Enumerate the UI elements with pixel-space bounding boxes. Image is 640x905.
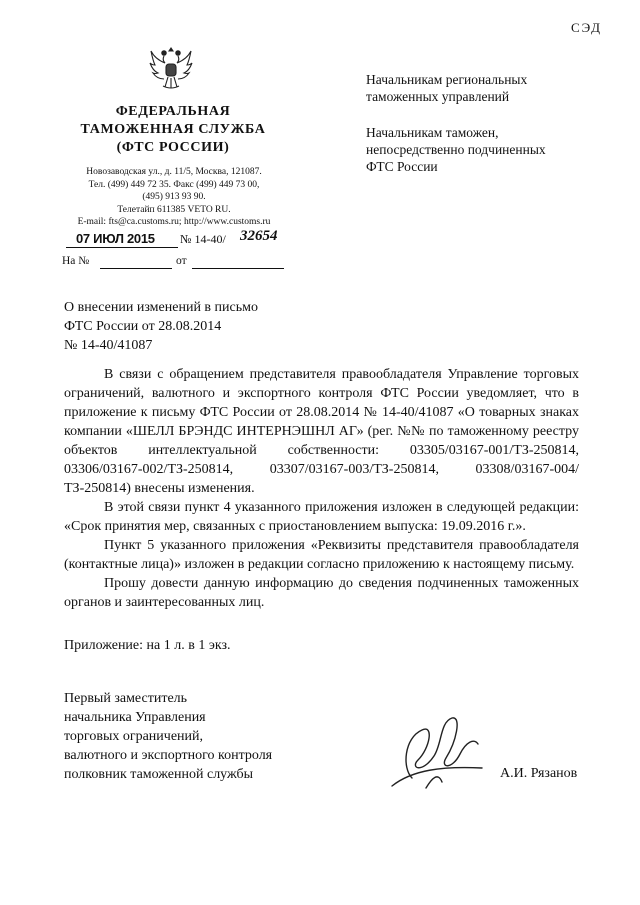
addressee-block-1 — [366, 71, 606, 105]
subject-line: ФТС России от 28.08.2014 — [64, 319, 222, 334]
letter-subject — [64, 298, 258, 355]
addressee-line: ФТС России — [366, 159, 438, 174]
sender-organization — [60, 103, 286, 157]
position-line: начальника Управления — [64, 710, 206, 725]
registration-number-handwritten: 32654 — [240, 228, 278, 244]
registration-number-label: № 14-40/ — [180, 232, 226, 246]
attachment-note: Приложение: на 1 л. в 1 экз. — [64, 638, 231, 653]
contact-email: E-mail: fts@ca.customs.ru; http://www.customs.ru — [77, 217, 271, 227]
org-line: ФЕДЕРАЛЬНАЯ — [115, 104, 231, 119]
reference-from-label: от — [176, 255, 187, 267]
reference-line — [62, 255, 302, 267]
letter-body — [64, 365, 579, 612]
subject-line: О внесении изменений в письмо — [64, 300, 258, 315]
subject-line: № 14-40/41087 — [64, 338, 153, 353]
double-headed-eagle-emblem-icon — [149, 44, 193, 92]
date-underline — [66, 247, 178, 248]
addressee-line: таможенных управлений — [366, 89, 510, 104]
body-paragraph: В связи с обращением представителя правообладателя Управление торговых ограничений, валютного и экспортного контроля ФТС России уведомляет, что в приложение к письму ФТС России от 28.08.2014 № 14-40/41087 «О товарных знаках компании «ШЕЛЛ БРЭНДС ИНТЕРНЭШНЛ АГ» (рег. №№ по таможенному реестру объектов интеллектуальной собственности: 03305/03167-001/ТЗ-250814, 03306/03167-002/ТЗ-250814, 03307/03167-003/ТЗ-250814, 03308/03167-004/ТЗ-250814) внесены изменения. — [64, 367, 579, 496]
contact-teletype: Телетайп 611385 VETO RU. — [117, 204, 231, 215]
org-line: (ФТС РОССИИ) — [116, 140, 230, 155]
signatory-name: А.И. Рязанов — [500, 766, 578, 781]
registration-date-stamp: 07 ИЮЛ 2015 — [76, 231, 155, 246]
registration-line — [62, 228, 302, 249]
reference-number-label: На № — [62, 255, 90, 267]
contact-phone-2: (495) 913 93 90. — [142, 192, 206, 202]
position-line: торговых ограничений, — [64, 729, 204, 744]
handwritten-signature — [382, 708, 486, 798]
sed-mark: СЭД — [570, 20, 602, 35]
position-line: полковник таможенной службы — [64, 767, 254, 782]
body-paragraph: В этой связи пункт 4 указанного приложения изложен в следующей редакции: «Срок принятия мер, связанных с приостановлением выпуска: 19.09.2016 г.». — [64, 500, 579, 534]
body-paragraph: Прошу довести данную информацию до сведения подчиненных таможенных органов и заинтересованных лиц. — [64, 576, 579, 610]
signatory-position — [64, 689, 272, 784]
reference-number-blank — [100, 268, 172, 269]
addressee-line: Начальникам таможен, — [366, 125, 499, 140]
addressee-line: Начальникам региональных — [366, 72, 528, 87]
contact-address: Новозаводская ул., д. 11/5, Москва, 121087. — [86, 167, 262, 177]
org-line: ТАМОЖЕННАЯ СЛУЖБА — [80, 122, 266, 137]
contact-phone: Тел. (499) 449 72 35. Факс (499) 449 73 00, — [88, 179, 260, 190]
addressee-block-2 — [366, 124, 606, 175]
addressee-line: непосредственно подчиненных — [366, 142, 546, 157]
position-line: Первый заместитель — [64, 691, 188, 706]
sender-contacts — [56, 166, 292, 229]
body-paragraph: Пункт 5 указанного приложения «Реквизиты представителя правообладателя (контактные лица)» изложен в редакции согласно приложению к настоящему письму. — [64, 538, 579, 572]
reference-date-blank — [192, 268, 284, 269]
position-line: валютного и экспортного контроля — [64, 748, 273, 763]
